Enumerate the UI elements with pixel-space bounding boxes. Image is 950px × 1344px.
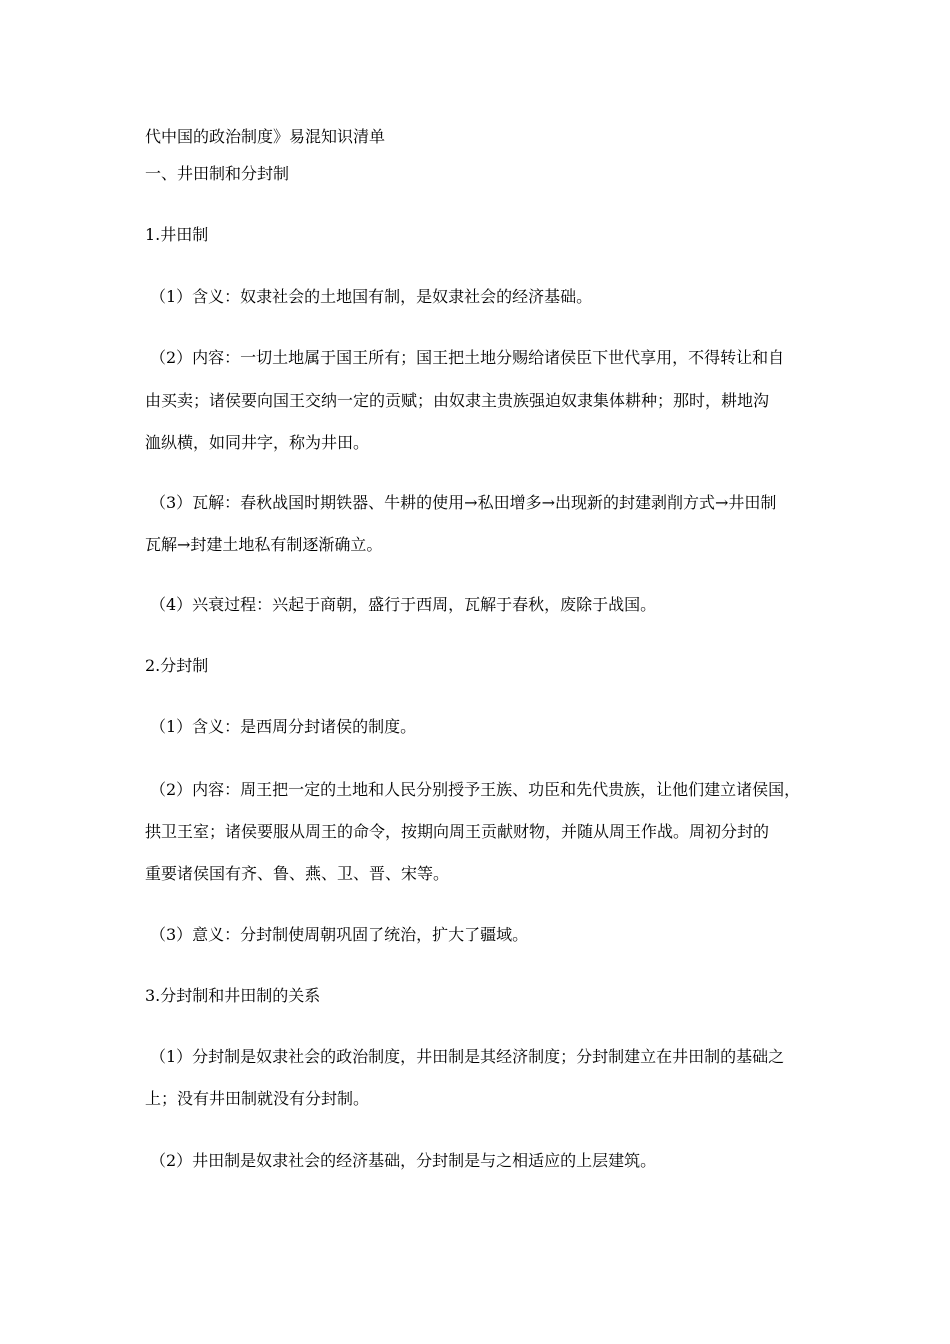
paragraph-line: 重要诸侯国有齐、鲁、燕、卫、晋、宋等。 [145,864,450,883]
paragraph-line: （2）内容：周王把一定的土地和人民分别授予王族、功臣和先代贵族，让他们建立诸侯国， [150,780,801,799]
subsection-heading-relation: 3.分封制和井田制的关系 [145,986,321,1005]
paragraph-line: 由买卖；诸侯要向国王交纳一定的贡赋；由奴隶主贵族强迫奴隶集体耕种；那时，耕地沟 [145,391,770,410]
paragraph-line: （4）兴衰过程：兴起于商朝，盛行于西周，瓦解于春秋，废除于战国。 [150,595,657,614]
subsection-heading-fenfeng: 2.分封制 [145,656,209,675]
paragraph-line: （1）含义：是西周分封诸侯的制度。 [150,717,417,736]
paragraph-line: （3）瓦解：春秋战国时期铁器、牛耕的使用→私田增多→出现新的封建剥削方式→井田制 [150,493,777,512]
paragraph-line: （1）分封制是奴隶社会的政治制度，井田制是其经济制度；分封制建立在井田制的基础之 [150,1047,785,1066]
section-heading: 一、井田制和分封制 [145,164,290,183]
paragraph-line: （3）意义：分封制使周朝巩固了统治，扩大了疆域。 [150,925,529,944]
paragraph-line: （2）井田制是奴隶社会的经济基础，分封制是与之相适应的上层建筑。 [150,1151,657,1170]
paragraph-line: 瓦解→封建土地私有制逐渐确立。 [145,535,383,554]
paragraph-line: 拱卫王室；诸侯要服从周王的命令，按期向周王贡献财物，并随从周王作战。周初分封的 [145,822,770,841]
subsection-heading-jingtian: 1.井田制 [145,225,209,244]
paragraph-line: 洫纵横，如同井字，称为井田。 [145,433,370,452]
paragraph-line: （2）内容：一切土地属于国王所有；国王把土地分赐给诸侯臣下世代享用，不得转让和自 [150,348,785,367]
document-title: 代中国的政治制度》易混知识清单 [145,127,386,146]
paragraph-line: （1）含义：奴隶社会的土地国有制，是奴隶社会的经济基础。 [150,287,593,306]
paragraph-line: 上；没有井田制就没有分封制。 [145,1089,370,1108]
